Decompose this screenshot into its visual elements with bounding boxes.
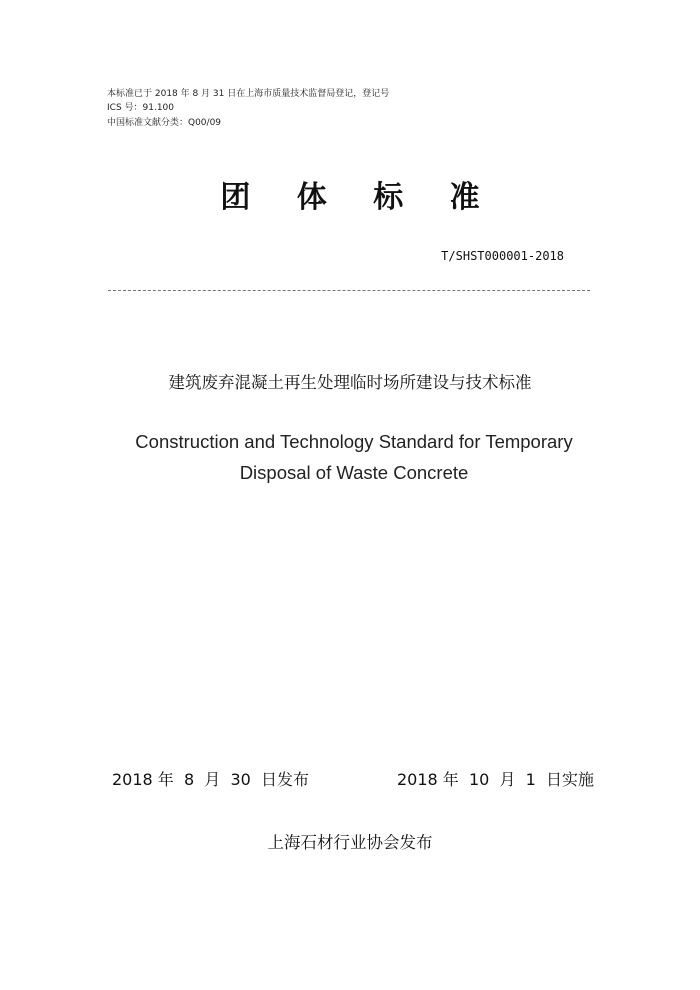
divider-line <box>108 290 590 291</box>
title-english-line2: Disposal of Waste Concrete <box>239 462 469 483</box>
title-english-line1: Construction and Technology Standard for Temporary <box>135 431 573 452</box>
standard-code: T/SHST000001-2018 <box>441 249 564 263</box>
title-chinese: 建筑废弃混凝土再生处理临时场所建设与技术标准 <box>168 373 532 392</box>
document-classification: 中国标准文献分类：Q00/09 <box>107 118 222 128</box>
effective-date: 2018 年 10 月 1 日实施 <box>397 770 595 789</box>
standard-kind-heading: 团 体 标 准 <box>220 180 498 215</box>
issue-date: 2018 年 8 月 30 日发布 <box>112 770 310 789</box>
ics-number: ICS 号：91.100 <box>107 103 175 113</box>
publisher: 上海石材行业协会发布 <box>267 833 433 852</box>
registration-note: 本标准已于 2018 年 8 月 31 日在上海市质量技术监督局登记，登记号 <box>107 89 390 99</box>
